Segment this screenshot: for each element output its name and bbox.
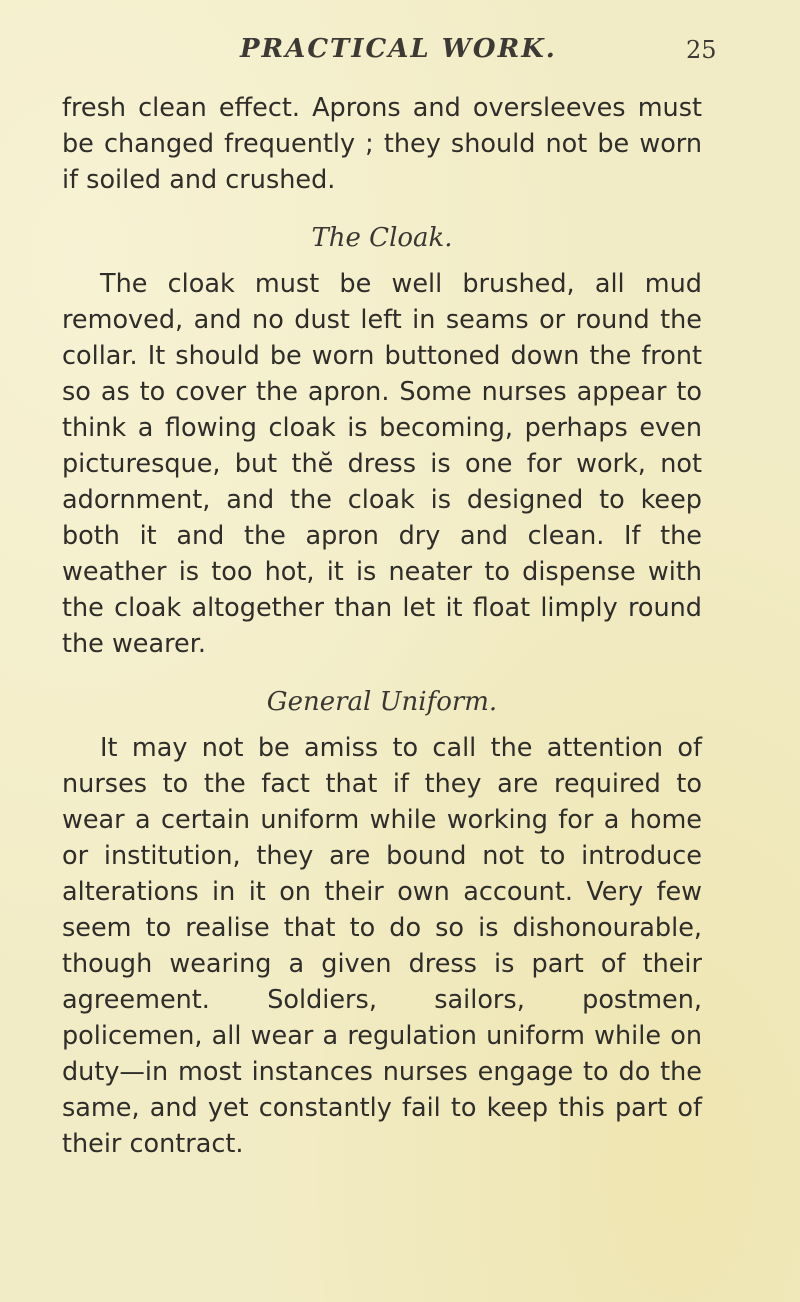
section-heading-cloak: The Cloak. <box>311 223 453 253</box>
opening-paragraph: fresh clean effect. Aprons and oversleeves must be changed frequently ; they should not be worn if soiled and crushed. <box>62 93 702 195</box>
section-heading-general-uniform: General Uniform. <box>266 687 498 717</box>
text-block <box>62 90 702 1162</box>
page-number: 25 <box>686 36 717 64</box>
running-title: PRACTICAL WORK. <box>240 34 557 64</box>
running-head <box>0 34 800 74</box>
paragraph-cloak: The cloak must be well brushed, all mud removed, and no dust left in seams or round the collar. It should be worn buttoned down the front so as to cover the apron. Some nurses appear to think a flowing cloak is becoming, perhaps even picturesque, but thĕ dress is one for work, not adornment, and the cloak is designed to keep both it and the apron dry and clean. If the weather is too hot, it is neater to dispense with the cloak altogether than let it float limply round the wearer. <box>62 269 702 659</box>
paragraph-general-uniform: It may not be amiss to call the attention of nurses to the fact that if they are required to wear a certain uniform while working for a home or institution, they are bound not to introduce alterations in it on their own account. Very few seem to realise that to do so is dishonourable, though wearing a given dress is part of their agreement. Soldiers, sailors, postmen, policemen, all wear a regulation uniform while on duty—in most instances nurses engage to do the same, and yet constantly fail to keep this part of their contract. <box>62 733 702 1159</box>
